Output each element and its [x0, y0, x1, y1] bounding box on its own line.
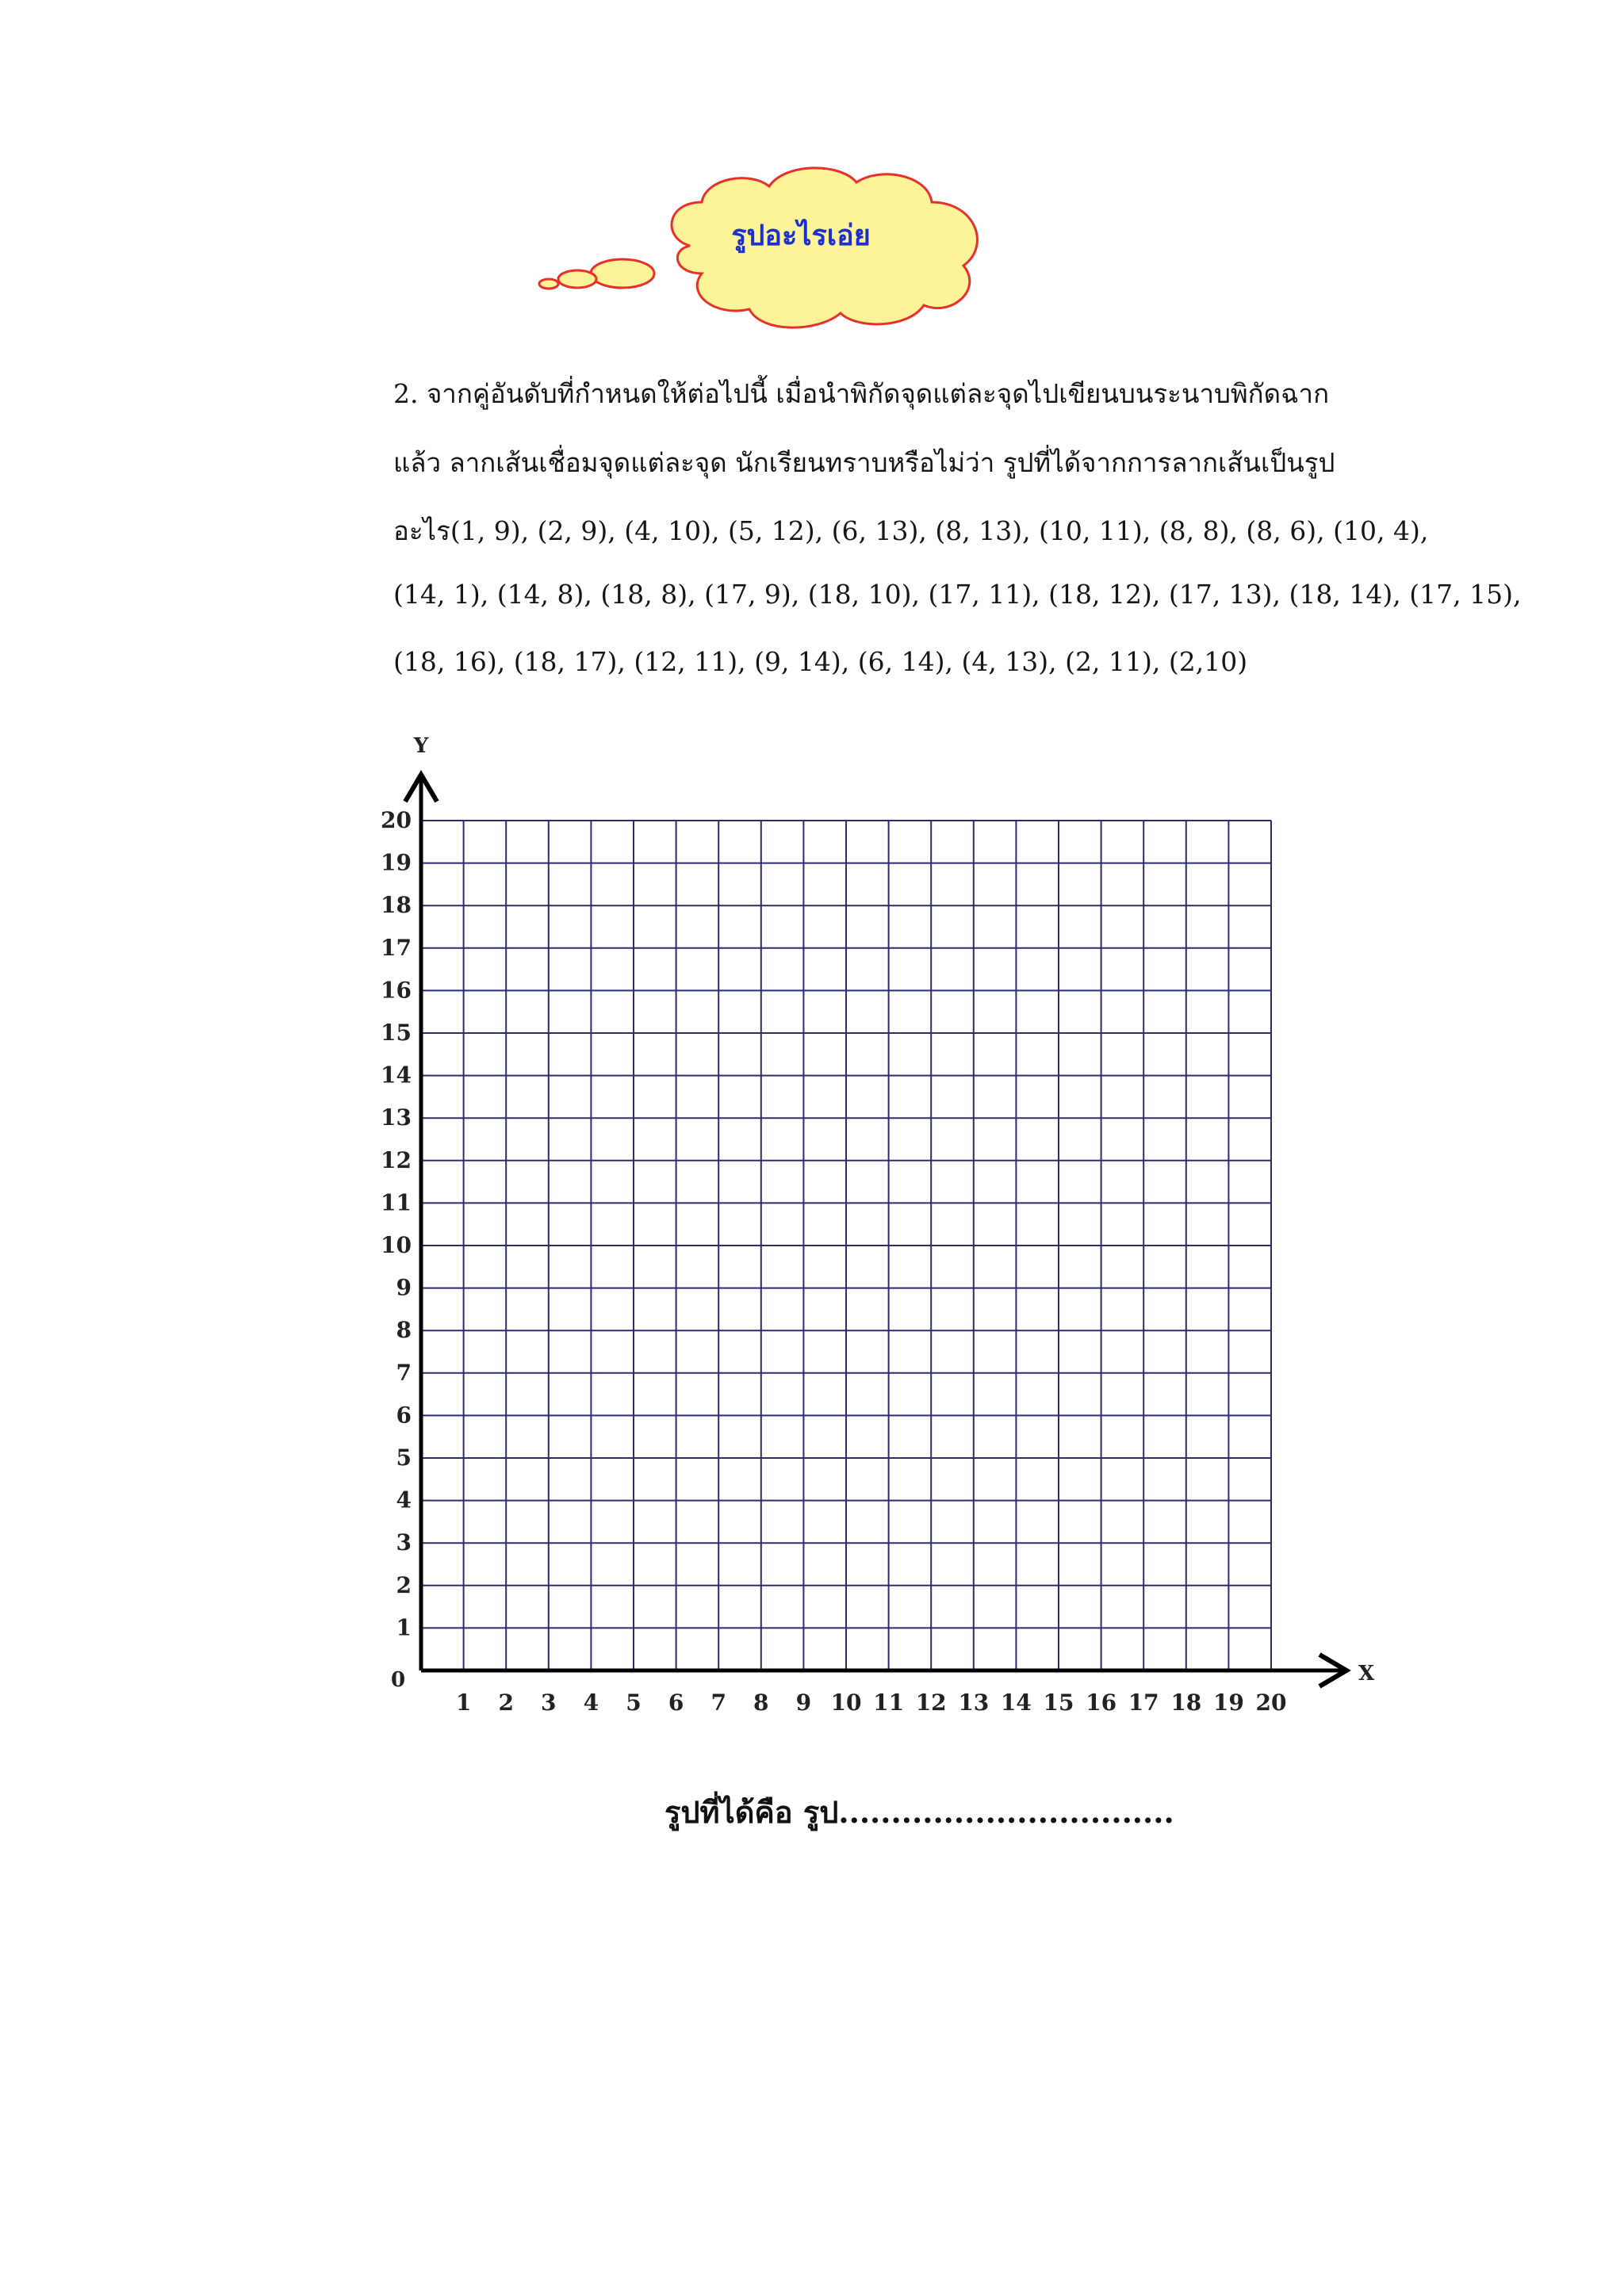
- x-tick-label: 11: [873, 1689, 905, 1716]
- question-line-2: แล้ว ลากเส้นเชื่อมจุดแต่ละจุด นักเรียนทราบหรือไม่ว่า รูปที่ได้จากการลากเส้นเป็นรูป: [393, 447, 1335, 478]
- x-tick-label: 3: [541, 1689, 557, 1716]
- x-tick-label: 9: [795, 1689, 812, 1716]
- y-tick-label: 6: [396, 1402, 412, 1429]
- y-tick-label: 15: [381, 1020, 412, 1046]
- x-tick-label: 18: [1170, 1689, 1202, 1716]
- y-tick-label: 13: [381, 1104, 412, 1131]
- y-tick-label: 8: [396, 1317, 412, 1344]
- answer-line: รูปที่ได้คือ รูป................................: [665, 1794, 1174, 1830]
- x-tick-label: 1: [455, 1689, 472, 1716]
- y-tick-label: 3: [396, 1529, 412, 1556]
- y-tick-label: 11: [381, 1189, 412, 1216]
- x-tick-label: 19: [1212, 1689, 1244, 1716]
- x-tick-label: 8: [753, 1689, 769, 1716]
- question-line-5: (18, 16), (18, 17), (12, 11), (9, 14), (6, 14), (4, 13), (2, 11), (2,10): [393, 646, 1248, 677]
- y-tick-label: 1: [396, 1614, 412, 1641]
- x-tick-label: 12: [915, 1689, 947, 1716]
- y-tick-label: 2: [396, 1571, 412, 1598]
- y-tick-label: 10: [381, 1232, 412, 1258]
- x-tick-label: 10: [830, 1689, 862, 1716]
- x-tick-label: 6: [668, 1689, 684, 1716]
- x-tick-label: 2: [498, 1689, 514, 1716]
- x-tick-label: 4: [583, 1689, 599, 1716]
- question-line-4: (14, 1), (14, 8), (18, 8), (17, 9), (18, 10), (17, 11), (18, 12), (17, 13), (18, 14), (17, 15),: [393, 579, 1522, 610]
- x-tick-label: 17: [1128, 1689, 1159, 1716]
- x-tick-label: 20: [1255, 1689, 1287, 1716]
- x-axis-label: X: [1358, 1662, 1375, 1686]
- origin-label: 0: [391, 1668, 406, 1692]
- question-line-3: อะไร(1, 9), (2, 9), (4, 10), (5, 12), (6, 13), (8, 13), (10, 11), (8, 8), (8, 6), (10, 4),: [393, 515, 1429, 546]
- x-tick-label: 13: [958, 1689, 990, 1716]
- x-tick-label: 16: [1086, 1689, 1117, 1716]
- question-line-1: 2. จากคู่อันดับที่กำหนดให้ต่อไปนี้ เมื่อนำพิกัดจุดแต่ละจุดไปเขียนบนระนาบพิกัดฉาก: [393, 378, 1330, 409]
- x-tick-label: 5: [626, 1689, 642, 1716]
- x-tick-label: 15: [1043, 1689, 1074, 1716]
- y-tick-label: 16: [381, 977, 412, 1004]
- y-tick-label: 18: [381, 892, 412, 919]
- y-tick-label: 7: [396, 1359, 412, 1386]
- bubble-title: รูปอะไรเอ่ย: [731, 219, 871, 252]
- x-tick-label: 14: [1000, 1689, 1032, 1716]
- y-tick-label: 12: [381, 1146, 412, 1173]
- y-axis-label: Y: [413, 734, 429, 758]
- y-tick-label: 17: [381, 934, 412, 961]
- y-tick-label: 4: [396, 1487, 412, 1513]
- y-tick-label: 9: [396, 1274, 412, 1301]
- y-tick-label: 19: [381, 849, 412, 876]
- y-tick-label: 20: [381, 807, 412, 833]
- y-tick-label: 14: [381, 1062, 412, 1089]
- y-tick-label: 5: [396, 1445, 412, 1471]
- x-tick-label: 7: [710, 1689, 726, 1716]
